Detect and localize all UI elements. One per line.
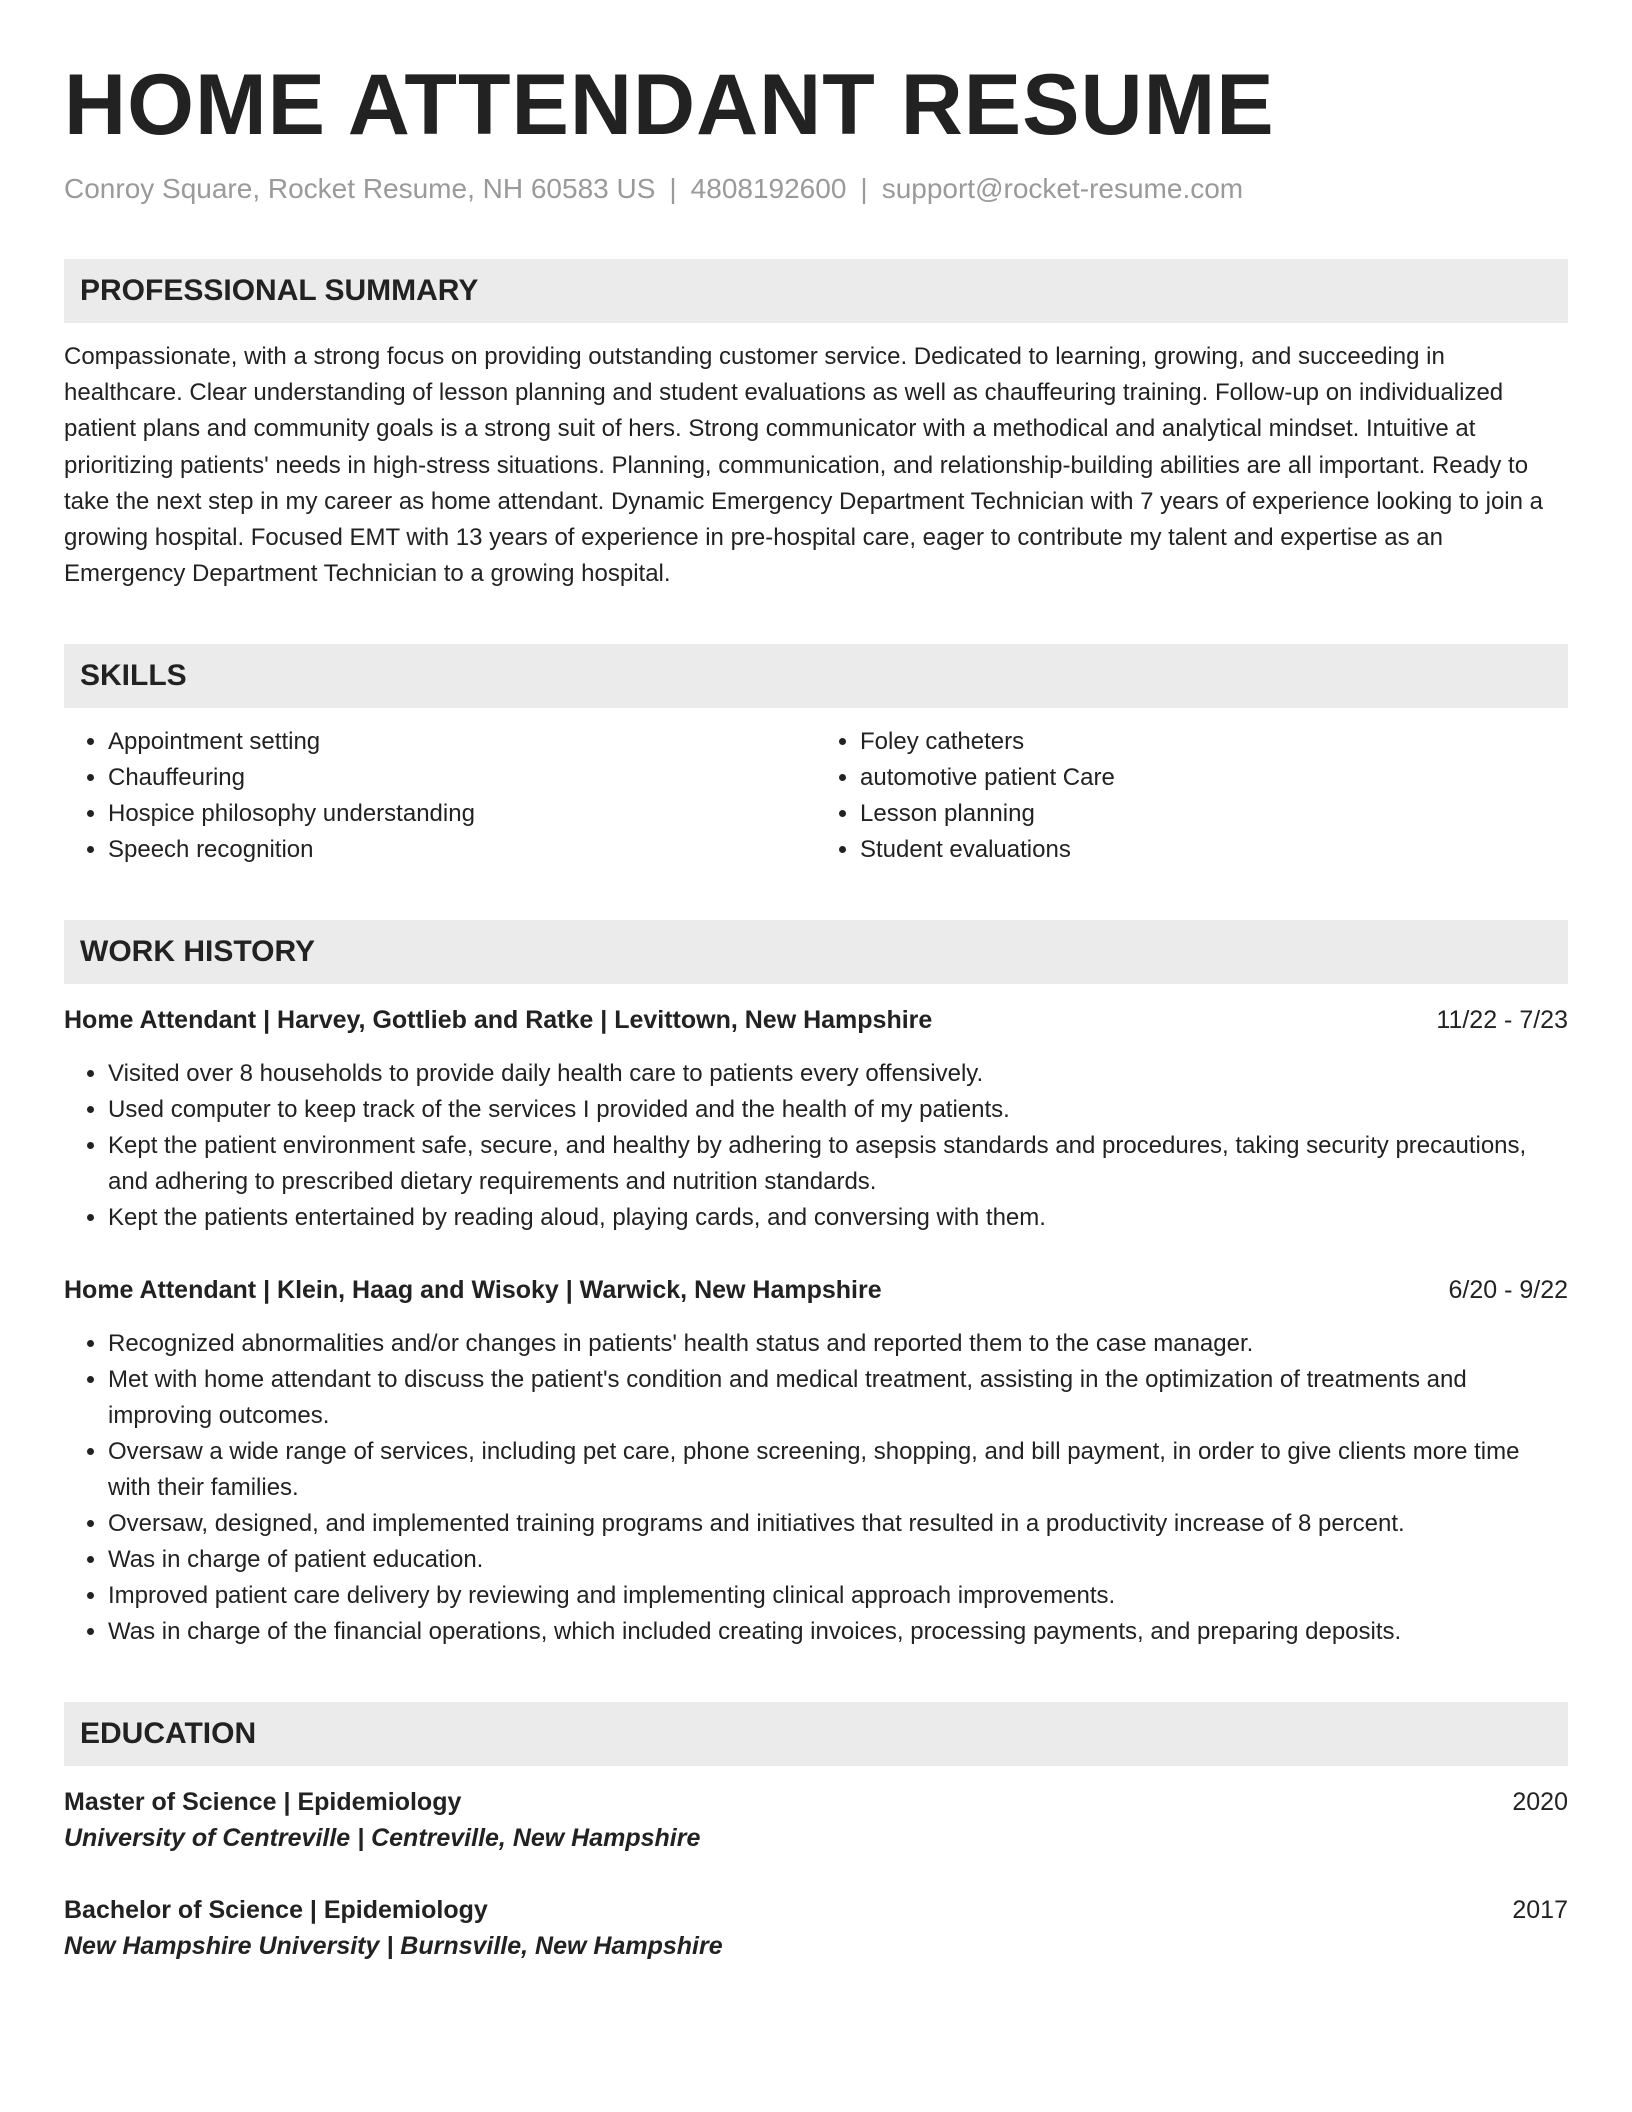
school: University of Centreville | Centreville, New Hampshire <box>64 1824 701 1853</box>
graduation-year: 2017 <box>1512 1896 1568 1925</box>
skill-item: • Student evaluations <box>860 832 1568 868</box>
resume-title: HOME ATTENDANT RESUME <box>64 57 1275 153</box>
skill-item: • Chauffeuring <box>108 760 816 796</box>
separator: | <box>860 173 868 204</box>
job-bullet: • Used computer to keep track of the services I provided and the health of my patients. <box>108 1092 1568 1128</box>
section-heading-summary: PROFESSIONAL SUMMARY <box>64 259 1568 323</box>
skills-list <box>64 724 1568 868</box>
job-bullets <box>64 1326 1568 1650</box>
education-header <box>64 1784 1568 1820</box>
degree: Master of Science | Epidemiology <box>64 1788 462 1817</box>
job-bullet: • Met with home attendant to discuss the patient's condition and medical treatment, assisting in the optimization of treatments and improving outcomes. <box>108 1362 1568 1434</box>
job-header <box>64 1272 1568 1308</box>
section-heading-education: EDUCATION <box>64 1702 1568 1766</box>
job-header <box>64 1002 1568 1038</box>
degree: Bachelor of Science | Epidemiology <box>64 1896 488 1925</box>
skill-item: • Lesson planning <box>860 796 1568 832</box>
skill-item: • Speech recognition <box>108 832 816 868</box>
job-bullet: • Was in charge of the financial operations, which included creating invoices, processing payments, and preparing deposits. <box>108 1614 1568 1650</box>
job-bullet: • Recognized abnormalities and/or changes in patients' health status and reported them to the case manager. <box>108 1326 1568 1362</box>
skill-item: • automotive patient Care <box>860 760 1568 796</box>
section-heading-skills: SKILLS <box>64 644 1568 708</box>
skills-column-left <box>64 724 816 868</box>
skill-item: • Hospice philosophy understanding <box>108 796 816 832</box>
address: Conroy Square, Rocket Resume, NH 60583 US <box>64 173 656 204</box>
job-bullet: • Kept the patient environment safe, secure, and healthy by adhering to asepsis standards and procedures, taking security precautions, and adhering to prescribed dietary requirements and nutrition standards. <box>108 1128 1568 1200</box>
skill-item: • Appointment setting <box>108 724 816 760</box>
skill-item: • Foley catheters <box>860 724 1568 760</box>
job-bullets <box>64 1056 1568 1236</box>
job-bullet: • Kept the patients entertained by reading aloud, playing cards, and conversing with them. <box>108 1200 1568 1236</box>
email-link[interactable]: support@rocket-resume.com <box>881 173 1244 204</box>
job-bullet: • Visited over 8 households to provide daily health care to patients every offensively. <box>108 1056 1568 1092</box>
job-title: Home Attendant | Harvey, Gottlieb and Ratke | Levittown, New Hampshire <box>64 1006 933 1035</box>
skills-column-right <box>816 724 1568 868</box>
job-bullet: • Oversaw a wide range of services, including pet care, phone screening, shopping, and bill payment, in order to give clients more time with their families. <box>108 1434 1568 1506</box>
job-bullet: • Oversaw, designed, and implemented training programs and initiatives that resulted in a productivity increase of 8 percent. <box>108 1506 1568 1542</box>
summary-text: Compassionate, with a strong focus on providing outstanding customer service. Dedicated to learning, growing, and succeeding in healthcare. Clear understanding of lesson planning and student evaluations as well as chauffeuring training. Follow-up on individualized patient plans and community goals is a strong suit of hers. Strong communicator with a methodical and analytical mindset. Intuitive at prioritizing patients' needs in high-stress situations. Planning, communication, and relationship-building abilities are all important. Ready to take the next step in my career as home attendant. Dynamic Emergency Department Technician with 7 years of experience looking to join a growing hospital. Focused EMT with 13 years of experience in pre-hospital care, eager to contribute my talent and expertise as an Emergency Department Technician to a growing hospital. <box>64 343 1543 588</box>
job-dates: 6/20 - 9/22 <box>1448 1276 1568 1305</box>
education-header <box>64 1892 1568 1928</box>
phone: 4808192600 <box>690 173 847 204</box>
job-bullet: • Improved patient care delivery by reviewing and implementing clinical approach improvements. <box>108 1578 1568 1614</box>
contact-line <box>64 171 1568 207</box>
separator: | <box>669 173 677 204</box>
job-dates: 11/22 - 7/23 <box>1436 1006 1568 1035</box>
graduation-year: 2020 <box>1512 1788 1568 1817</box>
job-title: Home Attendant | Klein, Haag and Wisoky | Warwick, New Hampshire <box>64 1276 882 1305</box>
job-bullet: • Was in charge of patient education. <box>108 1542 1568 1578</box>
school: New Hampshire University | Burnsville, New Hampshire <box>64 1932 723 1961</box>
section-heading-work-history: WORK HISTORY <box>64 920 1568 984</box>
